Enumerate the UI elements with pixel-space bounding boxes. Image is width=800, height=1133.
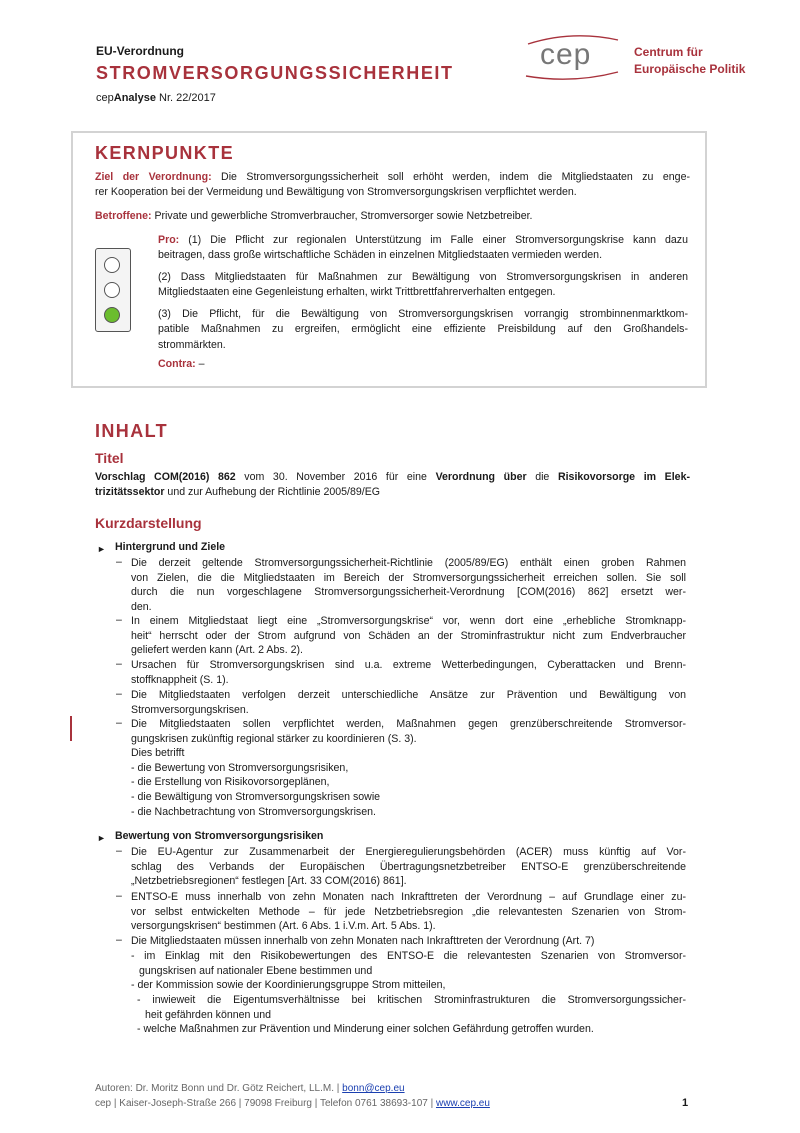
s1-sub-4: - die Nachbetrachtung von Stromversorgungskrisen. bbox=[131, 805, 376, 818]
titel-heading: Titel bbox=[95, 450, 124, 466]
footer-address bbox=[95, 1098, 490, 1109]
section-1-dash-3: – bbox=[116, 658, 122, 670]
section-1-heading: Hintergrund und Ziele bbox=[115, 541, 226, 553]
s1-item-2-line-1: In einem Mitgliedstaat liegt eine „Stromversorgungskrise“ vor, wenn dort eine „erhebliche Stromknapp- bbox=[131, 615, 686, 627]
footer-address-text: cep | Kaiser-Joseph-Straße 266 | 79098 Freiburg | Telefon 0761 38693-107 | bbox=[95, 1098, 436, 1109]
organisation-name bbox=[634, 44, 745, 78]
section-1-dash-4: – bbox=[116, 688, 122, 700]
s2-item-1-line-3: „Netzbetriebsregionen“ festlegen [Art. 33 COM(2016) 861]. bbox=[131, 875, 407, 888]
titel-risk-1: Risikovorsorge im Elek- bbox=[557, 471, 690, 483]
document-type: EU-Verordnung bbox=[96, 44, 185, 58]
section-1-item-3 bbox=[131, 658, 686, 687]
s1-item-3-line-1: Ursachen für Stromversorgungskrisen sind u.a. extreme Wetterbedingungen, Cyberattacken und Brenn- bbox=[131, 659, 686, 671]
section-2-dash-1: – bbox=[116, 845, 122, 857]
pro-label: Pro: bbox=[158, 234, 180, 246]
section-2-arrow-icon: ► bbox=[97, 833, 106, 843]
traffic-light-top-lamp bbox=[104, 257, 120, 273]
betroffene-paragraph bbox=[95, 209, 690, 224]
titel-risk-2: trizitätssektor bbox=[95, 486, 165, 499]
s1-item-1-line-4: den. bbox=[131, 600, 152, 613]
contra-paragraph bbox=[158, 357, 205, 372]
page-number: 1 bbox=[682, 1097, 689, 1109]
section-2-item-3 bbox=[131, 934, 686, 949]
s2-item-1-line-1: Die EU-Agentur zur Zusammenarbeit der Energieregulierungsbehörden (ACER) muss künftig auf Vor- bbox=[131, 846, 686, 858]
s1-item-3-line-2: stoffknappheit (S. 1). bbox=[131, 673, 229, 686]
section-1-item-2 bbox=[131, 614, 686, 658]
contra-label: Contra: bbox=[158, 358, 196, 370]
document-title: STROMVERSORGUNGSSICHERHEIT bbox=[96, 63, 454, 83]
pro-2-line-1: (2) Dass Mitgliedstaaten für Maßnahmen zur Bewältigung von Stromversorgungskrisen in anderen bbox=[158, 271, 688, 283]
betroffene-text: Private und gewerbliche Stromverbraucher, Stromversorger sowie Netzbetreiber. bbox=[151, 210, 533, 222]
organisation-line-2: Europäische Politik bbox=[634, 62, 746, 76]
s2-item-2-line-2: vor selbst entwickelten Methode – für jede Netzbetriebsregion „die relevantesten Szenarien von Strom- bbox=[131, 905, 686, 918]
s1-sub-2: - die Erstellung von Risikovorsorgeplänen, bbox=[131, 776, 330, 789]
section-1-arrow-icon: ► bbox=[97, 544, 106, 554]
pro-point-1 bbox=[158, 233, 688, 264]
cep-logo-text: cep bbox=[540, 38, 592, 71]
s1-item-4-line-2: Stromversorgungskrisen. bbox=[131, 703, 249, 716]
section-2-heading: Bewertung von Stromversorgungsrisiken bbox=[115, 830, 324, 842]
titel-repeal: und zur Aufhebung der Richtlinie 2005/89/EG bbox=[164, 486, 381, 499]
pro-point-3 bbox=[158, 307, 688, 353]
section-2-sub-1 bbox=[131, 949, 686, 993]
contra-text: – bbox=[195, 358, 205, 370]
footer-authors-text: Autoren: Dr. Moritz Bonn und Dr. Götz Reichert, LL.M. | bbox=[95, 1083, 343, 1094]
pro-2-line-2: Mitgliedstaaten eine Gegenleistung erhalten, wirkt Trittbrettfahrerverhalten entgegen. bbox=[158, 286, 556, 299]
analysis-number bbox=[96, 92, 216, 104]
s1-item-2-line-2: heit“ herrscht oder der Strom aufgrund von Schäden an der Strominfrastruktur nicht zum Endverbraucher bbox=[131, 629, 686, 642]
organisation-line-1: Centrum für bbox=[634, 45, 703, 59]
margin-change-bar bbox=[70, 716, 72, 741]
s2-subsub-1-line-2: heit gefährden können und bbox=[145, 1008, 272, 1021]
pro-1-line-1: (1) Die Pflicht zur regionalen Unterstützung im Falle einer Stromversorgungskrise kann dazu bbox=[179, 234, 688, 246]
cep-logo bbox=[522, 32, 622, 82]
pro-3-line-3: strommärkten. bbox=[158, 338, 226, 351]
s2-item-1-line-2: schlag des Verbands der Europäischen Übertragungsnetzbetreiber ENTSO-E grenzüberschreitende bbox=[131, 860, 686, 873]
s1-sub-3: - die Bewältigung von Stromversorgungskrisen sowie bbox=[131, 790, 381, 803]
ziel-label: Ziel der Verordnung: bbox=[95, 171, 212, 183]
pro-1-line-2: beitragen, dass große wirtschaftliche Schäden in einzelnen Mitgliedstaaten vermieden werden. bbox=[158, 249, 603, 262]
section-2-item-2 bbox=[131, 890, 686, 934]
s2-subsub-2: - welche Maßnahmen zur Prävention und Minderung einer solchen Gefährdung getroffen wurden. bbox=[137, 1023, 594, 1036]
kurzdarstellung-heading: Kurzdarstellung bbox=[95, 515, 202, 531]
section-1-dash-2: – bbox=[116, 614, 122, 626]
s2-subsub-1-line-1: - inwieweit die Eigentumsverhältnisse bei kritischen Strominfrastrukturen die Stromversorgungssicher- bbox=[137, 994, 686, 1006]
traffic-light-green-lamp bbox=[104, 307, 120, 323]
s1-sub-1: - die Bewertung von Stromversorgungsrisiken, bbox=[131, 761, 349, 774]
ziel-line-1: Die Stromversorgungssicherheit soll erhöht werden, indem die Mitgliedstaaten zu enge- bbox=[211, 171, 690, 183]
s1-item-1-line-3: durch die nun vorgeschlagene Stromversorgungssicherheit-Verordnung [COM(2016) 862] ersetzt wer- bbox=[131, 586, 686, 599]
pro-point-2 bbox=[158, 270, 688, 301]
s1-item-4-line-1: Die Mitgliedstaaten verfolgen derzeit unterschiedliche Ansätze zur Prävention und Bewältigung von bbox=[131, 689, 686, 701]
s1-item-2-line-3: geliefert werden kann (Art. 2 Abs. 2). bbox=[131, 644, 303, 657]
section-2-subsub bbox=[137, 993, 686, 1037]
pro-3-line-2: patible Maßnahmen zu ergreifen, ermöglicht eine effiziente Preisbildung auf den Großhandels- bbox=[158, 323, 688, 336]
section-1-item-4 bbox=[131, 688, 686, 717]
traffic-light-icon bbox=[95, 248, 131, 332]
author-email-link[interactable]: bonn@cep.eu bbox=[342, 1083, 405, 1094]
s1-item-1-line-1: Die derzeit geltende Stromversorgungssicherheit-Richtlinie (2005/89/EG) enthält einen groben Rahmen bbox=[131, 557, 686, 569]
s1-item-1-line-2: von Zielen, die die Mitgliedstaaten im Bereich der Stromversorgungssicherheit erreichen sollen. Sie soll bbox=[131, 571, 686, 584]
section-2-dash-3: – bbox=[116, 934, 122, 946]
titel-date: vom 30. November 2016 für eine bbox=[235, 471, 436, 483]
s1-item-5-line-2: gungskrisen zukünftig regional stärker zu koordinieren (S. 3). bbox=[131, 732, 417, 745]
footer-authors bbox=[95, 1083, 405, 1094]
s2-sub-2: - der Kommission sowie der Koordinierungsgruppe Strom mitteilen, bbox=[131, 979, 446, 992]
website-link[interactable]: www.cep.eu bbox=[435, 1098, 490, 1109]
s2-item-2-line-3: versorgungskrisen“ bestimmen (Art. 6 Abs. 1 i.V.m. Art. 5 Abs. 1). bbox=[131, 920, 436, 933]
section-1-dash-5: – bbox=[116, 717, 122, 729]
kernpunkte-heading: KERNPUNKTE bbox=[95, 143, 235, 163]
s2-item-2-line-1: ENTSO-E muss innerhalb von zehn Monaten nach Inkrafttreten der Verordnung – auf Grundlage einer zu- bbox=[131, 891, 686, 903]
s2-sub-1-line-1: - im Einklag mit den Risikobewertungen des ENTSO-E die relevantesten Szenarien von Stromversor- bbox=[131, 950, 686, 962]
inhalt-heading: INHALT bbox=[95, 421, 169, 441]
section-2-dash-2: – bbox=[116, 890, 122, 902]
s1-item-5-line-1: Die Mitgliedstaaten sollen verpflichtet werden, Maßnahmen gegen grenzüberschreitende Stromversor- bbox=[131, 718, 686, 730]
titel-text bbox=[95, 470, 690, 501]
ziel-line-2: rer Kooperation bei der Vermeidung und Bewältigung von Stromversorgungskrisen verpflichtet werden. bbox=[95, 186, 577, 199]
traffic-light-middle-lamp bbox=[104, 282, 120, 298]
pro-3-line-1: (3) Die Pflicht, für die Bewältigung von Stromversorgungskrisen vorrangig strombinnenmarktkom- bbox=[158, 308, 688, 320]
ziel-paragraph bbox=[95, 170, 690, 201]
titel-regulation: Verordnung über bbox=[435, 471, 527, 483]
s2-sub-1-line-2: gungskrisen auf nationaler Ebene bestimmen und bbox=[139, 964, 373, 977]
section-2-item-1 bbox=[131, 845, 686, 889]
section-1-dash-1: – bbox=[116, 556, 122, 568]
section-1-item-1 bbox=[131, 556, 686, 614]
s2-item-3-line-1: Die Mitgliedstaaten müssen innerhalb von zehn Monaten nach Inkrafttreten der Verordnung (Art. 7) bbox=[131, 935, 595, 947]
s1-item-5-line-3: Dies betrifft bbox=[131, 747, 185, 760]
analysis-prefix: cep bbox=[96, 92, 114, 104]
analysis-no: Nr. 22/2017 bbox=[155, 92, 216, 104]
titel-die: die bbox=[526, 471, 558, 483]
titel-proposal: Vorschlag COM(2016) 862 bbox=[95, 471, 236, 483]
betroffene-label: Betroffene: bbox=[95, 210, 152, 222]
analysis-word: Analyse bbox=[113, 92, 156, 104]
section-1-item-5 bbox=[131, 717, 686, 819]
